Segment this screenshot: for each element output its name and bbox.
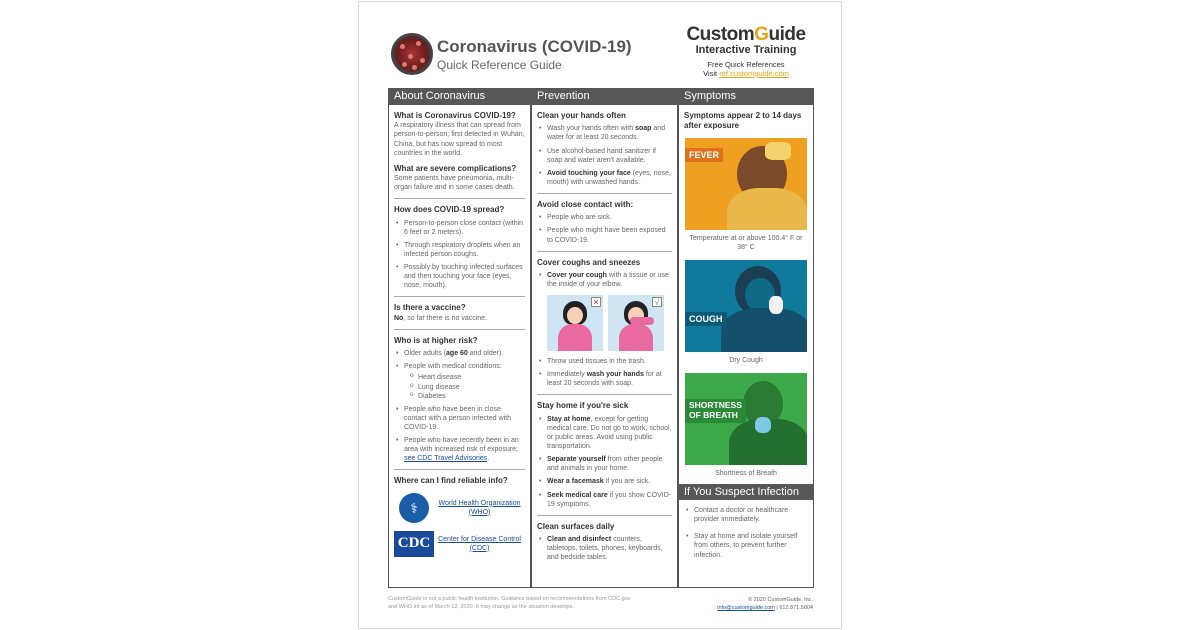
list-item: o Lung disease — [410, 383, 525, 392]
cdc-logo-icon: CDC — [394, 531, 434, 557]
visit-link[interactable]: ref.customguide.com — [719, 69, 789, 78]
list-item: o Heart disease — [410, 373, 525, 382]
cough-caption: Dry Cough — [729, 356, 763, 364]
list-item: • Use alcohol-based hand sanitizer if soap and water aren't available. — [537, 147, 672, 165]
list-item: • Wash your hands often with soap and water for at least 20 seconds. — [537, 124, 672, 142]
list-item: • People who might have been exposed to COVID-19. — [537, 226, 672, 244]
list-item: • Older adults (age 60 and older). — [394, 349, 525, 358]
section-heading: Stay home if you're sick — [537, 401, 629, 411]
list-item: • Clean and disinfect counters, tabletops, toilets, phones, keyboards, and bedside tables. — [537, 535, 672, 562]
cough-list — [537, 271, 672, 289]
fever-label: FEVER — [685, 148, 723, 162]
email-link[interactable]: info@customguide.com — [717, 605, 775, 612]
phone: | 612.871.5004 — [776, 605, 813, 612]
list-item: • Seek medical care if you show COVID-19 symptoms. — [537, 491, 672, 509]
list-item: • Avoid touching your face (eyes, nose, mouth) with unwashed hands. — [537, 169, 672, 187]
right-mark-icon: √ — [652, 297, 662, 307]
divider — [394, 198, 525, 199]
answer: Some patients have pneumonia, multi-organ failure and in some cases death. — [394, 175, 515, 192]
divider — [537, 515, 672, 516]
question: Where can I find reliable info? — [394, 476, 508, 486]
question: How does COVID-19 spread? — [394, 205, 505, 215]
cough-label: COUGH — [685, 312, 727, 326]
list-item: • Cover your cough with a tissue or use the inside of your elbow. — [537, 271, 672, 289]
customguide-logo — [681, 24, 811, 78]
copyright: © 2020 CustomGuide, Inc. — [748, 597, 813, 603]
list-item: • Wear a facemask if you are sick. — [537, 477, 672, 486]
cough-list-2 — [537, 357, 672, 388]
conditions-list — [410, 373, 525, 400]
question: Who is at higher risk? — [394, 335, 478, 345]
section-heading: Clean your hands often — [537, 111, 626, 120]
list-item: • People who have been in close contact with a person infected with COVID-19. — [394, 405, 525, 432]
section-heading: Clean surfaces daily — [537, 521, 615, 531]
risk-list — [394, 349, 525, 463]
cdc-resource — [394, 529, 525, 559]
list-item: • Separate yourself from other people and animals in your home. — [537, 455, 672, 473]
logo-tagline: Interactive Training — [695, 44, 797, 56]
list-item: • Stay at home, except for getting medical care. Do not go to work, school, or public areas. Avoid using public transportation. — [537, 415, 672, 451]
about-heading: About Coronavirus — [389, 89, 530, 105]
question: Is there a vaccine? — [394, 303, 466, 313]
prevention-column — [531, 88, 678, 588]
home-list — [537, 415, 672, 509]
reference-sheet — [358, 1, 842, 629]
virus-icon — [391, 33, 433, 75]
list-item: • Throw used tissues in the trash. — [537, 357, 672, 366]
divider — [537, 193, 672, 194]
list-item: • Immediately wash your hands for at least 20 seconds with soap. — [537, 370, 672, 388]
travel-advisories-link[interactable]: see CDC Travel Advisories — [404, 455, 488, 463]
who-link[interactable]: World Health Organization (WHO) — [438, 499, 521, 516]
question: What is Coronavirus COVID-19? — [394, 111, 516, 120]
answer: No, so far there is no vaccine. — [394, 314, 487, 322]
list-item: • People with medical conditions: o Heart disease o Lung disease o Diabetes — [394, 362, 525, 400]
list-item: • Stay at home and isolate yourself from others, to prevent further infection. — [684, 532, 808, 559]
who-logo-icon: ⚕ — [399, 493, 429, 523]
page-title: Coronavirus (COVID-19) — [437, 37, 632, 56]
sob-caption: Shortness of Breath — [715, 470, 777, 478]
answer: A respiratory illness that can spread from person-to-person; first detected in Wuhan, China, but has now spread to most countries in the world. — [394, 122, 525, 157]
wrong-mark-icon: ✕ — [592, 298, 600, 308]
sob-label: SHORTNESS OF BREATH — [685, 399, 746, 423]
divider — [537, 394, 672, 395]
visit-text: Visit ref.customguide.com — [703, 69, 789, 78]
list-item: • People who have recently been in an area with increased risk of exposure; see CDC Travel Advisories. — [394, 436, 525, 463]
list-item: • People who are sick. — [537, 213, 672, 222]
section-heading: Cover coughs and sneezes — [537, 257, 641, 267]
divider — [394, 469, 525, 470]
fever-caption: Temperature at or above 100.4° F or 38° C — [689, 234, 803, 251]
prevention-heading: Prevention — [532, 89, 677, 105]
page-subtitle: Quick Reference Guide — [437, 58, 562, 72]
cough-wrong-illustration — [547, 295, 603, 351]
cdc-link[interactable]: Center for Disease Control (CDC) — [438, 535, 521, 552]
divider — [537, 251, 672, 252]
question: What are severe complications? — [394, 163, 517, 173]
infection-heading: If You Suspect Infection — [679, 484, 813, 500]
cough-right-illustration — [608, 295, 664, 351]
list-item: • Contact a doctor or healthcare provider immediately. — [684, 506, 808, 524]
divider — [394, 329, 525, 330]
symptoms-heading: Symptoms — [679, 89, 813, 105]
hands-list — [537, 124, 672, 187]
logo-wordmark: CustomGuide — [686, 24, 806, 45]
list-item: • Through respiratory droplets when an infected person coughs. — [394, 241, 525, 259]
list-item: • Possibly by touching infected surfaces and then touching your face (eyes, nose, mouth). — [394, 263, 525, 290]
who-resource — [394, 493, 525, 523]
section-heading: Avoid close contact with: — [537, 199, 634, 209]
shortness-of-breath-illustration — [685, 373, 807, 465]
clean-list — [537, 535, 672, 562]
divider — [394, 296, 525, 297]
fever-illustration — [685, 138, 807, 230]
about-column — [388, 88, 531, 588]
list-item: • Person-to-person close contact (within 6 feet or 2 meters). — [394, 219, 525, 237]
cough-illustration — [685, 260, 807, 352]
footer-contact — [717, 596, 813, 613]
list-item: o Diabetes — [410, 392, 525, 401]
free-references-text: Free Quick References — [707, 60, 785, 69]
footer-disclaimer: CustomGuide is not a public health institution. Guidance based on recommendations from CDC.gov and WHO.int as of March 12, 2020. It may change as the situation develops. — [388, 596, 631, 610]
contact-list — [537, 213, 672, 244]
spread-list — [394, 219, 525, 291]
cough-illustrations — [547, 295, 672, 351]
symptoms-column — [678, 88, 814, 588]
infection-list — [684, 506, 808, 559]
symptoms-intro: Symptoms appear 2 to 14 days after exposure — [684, 111, 802, 131]
